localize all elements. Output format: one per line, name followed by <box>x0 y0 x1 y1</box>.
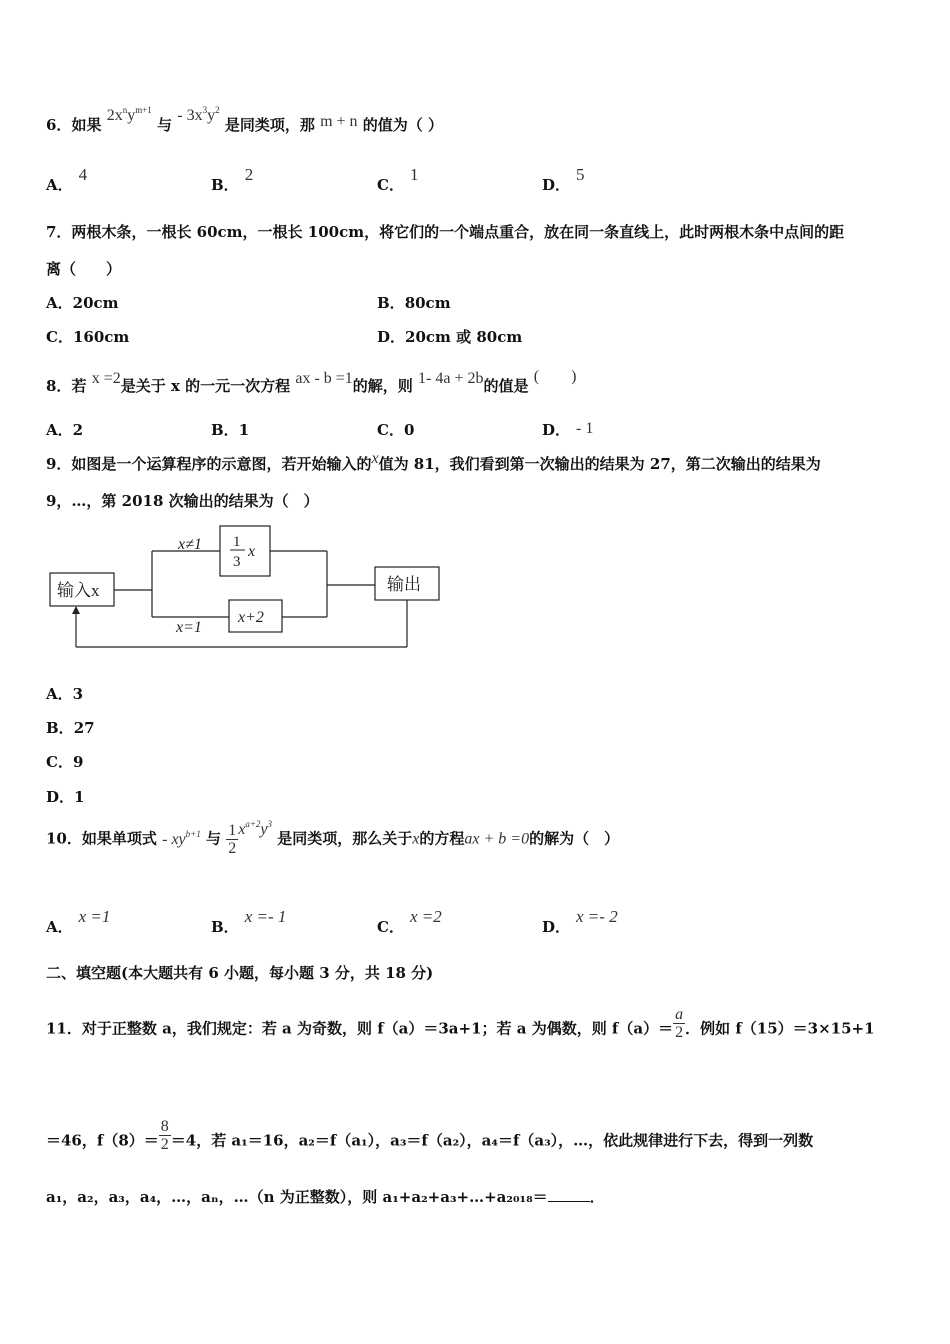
frac-denominator: 3 <box>233 554 241 570</box>
q8-option-c[interactable]: C．0 <box>377 421 415 439</box>
q6-option-a[interactable]: A．4 <box>46 165 88 194</box>
q8-option-d[interactable]: D． - 1 <box>542 420 594 439</box>
q9-option-a[interactable]: A．3 <box>46 685 84 703</box>
frac-numerator: 1 <box>233 534 241 550</box>
third-box <box>220 526 270 576</box>
q6-option-c[interactable]: C．1 <box>377 165 419 194</box>
q10-option-a[interactable]: A．x =1 <box>46 907 111 936</box>
output-label: 输出 <box>387 575 421 594</box>
q11-stem-line3: a₁，a₂，a₃，a₄，…，aₙ，…（n 为正整数），则 a₁+a₂+a₃+…+a₂₀₁₈＝ ． <box>46 1188 605 1206</box>
q7-stem-line2: 离（ ） <box>46 260 122 278</box>
q8-option-b[interactable]: B．1 <box>211 421 250 439</box>
q8-equation: ax - b =1 <box>295 370 353 387</box>
q6-option-d[interactable]: D．5 <box>542 165 585 194</box>
q9-stem-line1: 9．如图是一个运算程序的示意图，若开始输入的x值为 81，我们看到第一次输出的结果为 27，第二次输出的结果为 <box>46 450 821 473</box>
q8-expression: 1- 4a + 2b <box>418 370 484 387</box>
q6-stem <box>46 105 443 135</box>
q7-option-d[interactable]: D．20cm 或 80cm <box>377 328 523 346</box>
q10-option-d[interactable]: D．x =- 2 <box>542 907 618 936</box>
q11-answer-blank[interactable] <box>548 1187 590 1202</box>
q11-stem-line1: 11．对于正整数 a，我们规定：若 a 为奇数，则 f（a）＝3a+1；若 a 为偶数，则 f（a）＝ $\frac{a}{2}$ ．例如 f（15）＝3×15+1 <box>46 1006 875 1041</box>
q9-option-b[interactable]: B．27 <box>46 719 95 737</box>
feedback-arrow-icon <box>72 606 80 614</box>
q10-monomial-2: $x^{a+2}y^3$ <box>238 818 273 838</box>
cond-equal-one: x=1 <box>176 619 202 636</box>
q7-option-b[interactable]: B．80cm <box>377 294 451 312</box>
q7-option-a[interactable]: A．20cm <box>46 294 119 312</box>
q8-answer-paren: ( ) <box>533 368 577 385</box>
cond-not-one: x≠1 <box>178 536 202 553</box>
q6-text: 的值为（ ） <box>362 116 443 134</box>
frac-variable: x <box>248 543 256 560</box>
q6-text: 是同类项，那 <box>224 116 315 134</box>
q9-option-c[interactable]: C．9 <box>46 753 84 771</box>
q6-expression: m + n <box>320 113 358 130</box>
q9-option-d[interactable]: D．1 <box>46 788 85 806</box>
q9-stem-line2: 9，…，第 2018 次输出的结果为（ ） <box>46 492 319 510</box>
input-label: 输入x <box>57 581 100 600</box>
q10-option-c[interactable]: C．x =2 <box>377 907 442 936</box>
q8-option-a[interactable]: A．2 <box>46 421 84 439</box>
q10-monomial-1: - $xy^{b+1}$ <box>162 828 201 848</box>
section-heading-fill-in: 二、填空题(本大题共有 6 小题，每小题 3 分，共 18 分) <box>46 964 434 982</box>
q7-option-c[interactable]: C．160cm <box>46 328 130 346</box>
q10-stem: 10．如果单项式 - $xy^{b+1}$ 与 $\frac{1}{2}$ $x^{a+2}y^3$ 是同类项，那么关于x的方程ax + b =0的解为（ ） <box>46 818 620 857</box>
q10-option-b[interactable]: B．x =- 1 <box>211 907 287 936</box>
q6-text: 如果 <box>71 116 102 134</box>
q7-stem-line1: 7．两根木条，一根长 60cm，一根长 100cm，将它们的一个端点重合，放在同一条直线上，此时两根木条中点间的距 <box>46 223 845 241</box>
q9-flow-diagram <box>40 520 450 655</box>
q8-solution-expr: x =2 <box>91 370 121 387</box>
q10-fraction: $\frac{1}{2}$ <box>228 822 237 857</box>
q10-equation: ax + b =0 <box>464 830 530 848</box>
q6-monomial-1: $2x^ny^{m+1}$ <box>106 105 152 124</box>
q6-monomial-2: - $3x^3y^2$ <box>177 105 220 124</box>
q6-option-b[interactable]: B．2 <box>211 165 254 194</box>
q11-stem-line2: ＝46，f（8）＝ $\frac{8}{2}$ ＝4，若 a₁＝16，a₂＝f（a₁），a₃＝f（a₂），a₄＝f（a₃），…，依此规律进行下去，得到一列数 <box>46 1118 814 1153</box>
plus-two-label: x+2 <box>238 609 264 626</box>
q11-fraction-a-over-2: $\frac{a}{2}$ <box>675 1006 684 1041</box>
q6-number: 6． <box>46 116 72 134</box>
q6-text: 与 <box>157 116 173 134</box>
q11-fraction-8-over-2: $\frac{8}{2}$ <box>160 1118 169 1153</box>
q8-stem: 8．若 x =2是关于 x 的一元一次方程 ax - b =1的解，则 1- 4a + 2b的值是 ( ) <box>46 368 577 395</box>
